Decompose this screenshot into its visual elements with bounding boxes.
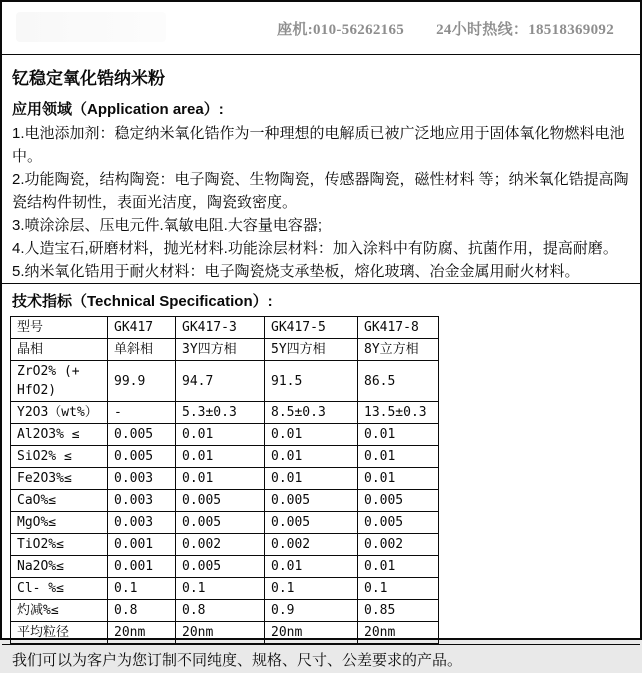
specification-section — [2, 284, 640, 644]
spec-cell: 94.7 — [176, 361, 265, 402]
spec-row-label: TiO2%≤ — [11, 534, 108, 556]
spec-cell: 0.1 — [108, 578, 176, 600]
application-heading: 应用领域（Application area）: — [12, 101, 224, 118]
spec-cell: 0.01 — [176, 424, 265, 446]
spec-cell: 0.8 — [108, 600, 176, 622]
spec-cell: 0.005 — [108, 446, 176, 468]
spec-cell: 0.001 — [108, 534, 176, 556]
spec-cell: 20nm — [358, 622, 439, 644]
table-row — [11, 490, 439, 512]
table-row — [11, 446, 439, 468]
spec-cell: 5.3±0.3 — [176, 402, 265, 424]
spec-row-label: Na2O%≤ — [11, 556, 108, 578]
table-row — [11, 556, 439, 578]
spec-cell: 0.005 — [265, 512, 358, 534]
spec-row-label: Fe2O3%≤ — [11, 468, 108, 490]
spec-row-label: 型号 — [11, 317, 108, 339]
landline-number: 座机:010-56262165 — [277, 21, 405, 38]
application-item: 4.人造宝石,研磨材料，抛光材料.功能涂层材料：加入涂料中有防腐、抗菌作用，提高耐磨。 — [12, 240, 618, 257]
spec-cell: 0.01 — [265, 556, 358, 578]
spec-cell: 0.005 — [265, 490, 358, 512]
spec-cell: 0.01 — [358, 424, 439, 446]
spec-row-label: Cl- %≤ — [11, 578, 108, 600]
specification-table — [10, 316, 439, 644]
spec-cell: GK417-3 — [176, 317, 265, 339]
table-row — [11, 317, 439, 339]
table-row — [11, 468, 439, 490]
spec-cell: 20nm — [265, 622, 358, 644]
spec-cell: 86.5 — [358, 361, 439, 402]
footer-bar — [2, 644, 640, 673]
spec-cell: 0.01 — [176, 468, 265, 490]
spec-cell: 0.003 — [108, 468, 176, 490]
table-row — [11, 534, 439, 556]
spec-cell: 0.001 — [108, 556, 176, 578]
faint-logo-watermark — [16, 12, 166, 42]
spec-cell: 13.5±0.3 — [358, 402, 439, 424]
spec-cell: 8Y立方相 — [358, 339, 439, 361]
spec-cell: 5Y四方相 — [265, 339, 358, 361]
spec-cell: GK417-8 — [358, 317, 439, 339]
spec-row-label: 平均粒径 — [11, 622, 108, 644]
spec-cell: 0.1 — [358, 578, 439, 600]
table-row — [11, 424, 439, 446]
spec-cell: 0.005 — [176, 556, 265, 578]
spec-row-label: 晶相 — [11, 339, 108, 361]
application-item: 5.纳米氧化锆用于耐火材料：电子陶瓷烧支承垫板，熔化玻璃、冶金金属用耐火材料。 — [12, 263, 580, 280]
specification-heading: 技术指标（Technical Specification）: — [12, 293, 273, 310]
spec-cell: 0.01 — [358, 556, 439, 578]
spec-cell: 0.01 — [265, 446, 358, 468]
spec-cell: 0.01 — [176, 446, 265, 468]
spec-cell: 0.01 — [265, 468, 358, 490]
spec-cell: 91.5 — [265, 361, 358, 402]
spec-cell: 单斜相 — [108, 339, 176, 361]
spec-cell: 3Y四方相 — [176, 339, 265, 361]
spec-cell: 0.1 — [265, 578, 358, 600]
spec-cell: 0.005 — [358, 490, 439, 512]
spec-cell: - — [108, 402, 176, 424]
spec-cell: 0.003 — [108, 512, 176, 534]
spec-cell: 0.01 — [358, 446, 439, 468]
spec-cell: 0.005 — [108, 424, 176, 446]
custom-order-note: 我们可以为客户为您订制不同纯度、规格、尺寸、公差要求的产品。 — [12, 651, 463, 669]
spec-cell: 20nm — [176, 622, 265, 644]
spec-cell: 0.1 — [176, 578, 265, 600]
table-row — [11, 361, 439, 402]
spec-cell: 0.002 — [358, 534, 439, 556]
spec-row-label: ZrO2% (+ HfO2) — [11, 361, 108, 402]
spec-cell: 0.9 — [265, 600, 358, 622]
spec-row-label: MgO%≤ — [11, 512, 108, 534]
spec-cell: 99.9 — [108, 361, 176, 402]
spec-cell: 20nm — [108, 622, 176, 644]
spec-row-label: CaO%≤ — [11, 490, 108, 512]
spec-cell: GK417-5 — [265, 317, 358, 339]
application-item: 3.喷涂涂层、压电元件.氧敏电阻.大容量电容器; — [12, 217, 323, 234]
application-list — [12, 122, 630, 283]
spec-row-label: 灼减%≤ — [11, 600, 108, 622]
spec-cell: 0.01 — [358, 468, 439, 490]
product-title: 钇稳定氧化锆纳米粉 — [12, 69, 165, 88]
spec-cell: 0.003 — [108, 490, 176, 512]
application-item: 1.电池添加剂：稳定纳米氧化锆作为一种理想的电解质已被广泛地应用于固体氧化物燃料电池中。 — [12, 125, 625, 165]
spec-row-label: Al2O3% ≤ — [11, 424, 108, 446]
spec-cell: 0.85 — [358, 600, 439, 622]
spec-row-label: SiO2% ≤ — [11, 446, 108, 468]
hotline-number: 24小时热线：18518369092 — [436, 21, 614, 38]
application-item: 2.功能陶瓷，结构陶瓷：电子陶瓷、生物陶瓷，传感器陶瓷，磁性材料 等；纳米氧化锆提高陶瓷结构件韧性，表面光洁度，陶瓷致密度。 — [12, 171, 629, 211]
spec-cell: 0.005 — [176, 512, 265, 534]
spec-cell: 8.5±0.3 — [265, 402, 358, 424]
table-row — [11, 622, 439, 644]
table-row — [11, 512, 439, 534]
table-row — [11, 578, 439, 600]
specification-table-body — [11, 317, 439, 644]
spec-cell: 0.002 — [176, 534, 265, 556]
spec-cell: 0.01 — [265, 424, 358, 446]
table-row — [11, 339, 439, 361]
spec-cell: 0.005 — [358, 512, 439, 534]
table-row — [11, 600, 439, 622]
spec-cell: GK417 — [108, 317, 176, 339]
spec-cell: 0.005 — [176, 490, 265, 512]
application-section — [2, 55, 640, 284]
contact-header — [2, 2, 640, 55]
spec-cell: 0.8 — [176, 600, 265, 622]
spec-cell: 0.002 — [265, 534, 358, 556]
table-row — [11, 402, 439, 424]
spec-row-label: Y2O3（wt%） — [11, 402, 108, 424]
